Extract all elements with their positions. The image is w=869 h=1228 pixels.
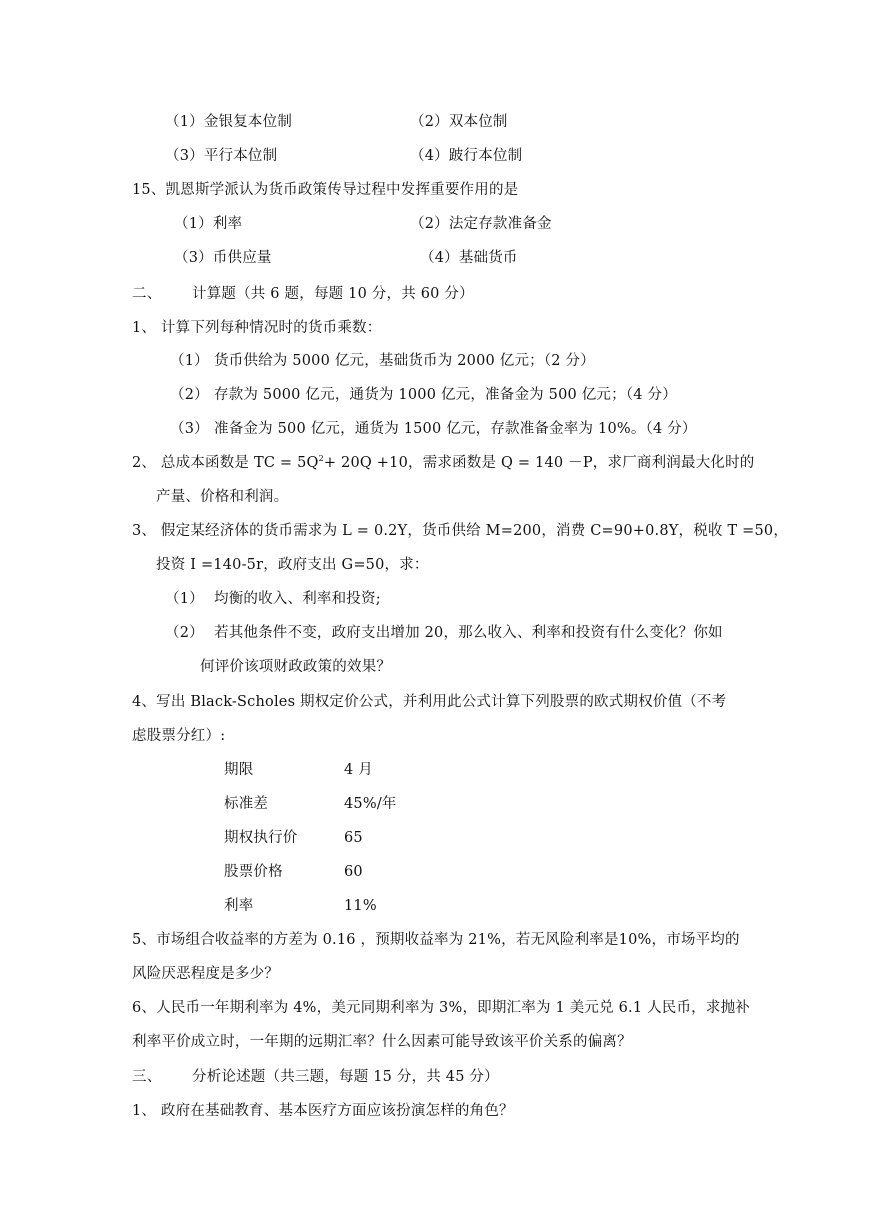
calc-q2-part1: 2、 总成本函数是 TC = 5Q	[132, 455, 319, 471]
section2-number: 二、	[132, 286, 162, 302]
param-value: 45%/年	[344, 796, 397, 812]
param-value: 60	[344, 864, 363, 880]
calc-q4-line1: 4、写出 Black-Scholes 期权定价公式，并利用此公式计算下列股票的欧式期权价值（不考	[132, 694, 727, 710]
q14-option-1: （1）金银复本位制	[165, 114, 293, 130]
section3-heading: 分析论述题（共三题，每题 15 分，共 45 分）	[192, 1069, 499, 1085]
param-label: 期权执行价	[224, 830, 298, 846]
param-value: 65	[344, 830, 363, 846]
param-label: 期限	[224, 762, 254, 778]
calc-q4-line2: 虑股票分红）:	[132, 728, 226, 744]
param-label: 利率	[224, 898, 254, 914]
calc-q1-stem: 1、 计算下列每种情况时的货币乘数：	[132, 320, 382, 336]
calc-q1-item1-num: （1）	[170, 353, 209, 369]
q14-option-3: （3）平行本位制	[165, 148, 278, 164]
calc-q2-line2: 产量、价格和利润。	[156, 489, 289, 505]
calc-q3-line2: 投资 I =140-5r，政府支出 G=50，求：	[156, 557, 429, 573]
q15-option-1: （1）利率	[174, 216, 243, 232]
calc-q1-item2-num: （2）	[170, 387, 209, 403]
calc-q2-line1	[132, 453, 755, 473]
calc-q3-item1-text: 均衡的收入、利率和投资;	[214, 591, 381, 607]
calc-q3-item2-num: （2）	[165, 625, 204, 641]
param-label: 标准差	[224, 796, 269, 812]
calc-q2-exponent: 2	[318, 454, 324, 464]
calc-q1-item2-text: 存款为 5000 亿元，通货为 1000 亿元，准备金为 500 亿元；（4 分）	[214, 387, 677, 403]
calc-q2-part2: + 20Q +10，需求函数是 Q = 140 －P，求厂商利润最大化时的	[323, 455, 755, 471]
q15-option-4: （4）基础货币	[420, 250, 518, 266]
calc-q3-line1: 3、 假定某经济体的货币需求为 L = 0.2Y，货币供给 M=200，消费 C=90+0.8Y，税收 T =50，	[132, 523, 789, 539]
calc-q3-item2-continuation: 何评价该项财政政策的效果？	[200, 659, 392, 675]
q14-option-4: （4）跛行本位制	[410, 148, 523, 164]
param-value: 4 月	[344, 762, 373, 778]
q15-option-3: （3）币供应量	[174, 250, 272, 266]
q15-stem: 15、凯恩斯学派认为货币政策传导过程中发挥重要作用的是	[132, 182, 519, 198]
param-label: 股票价格	[224, 864, 283, 880]
calc-q6-line2: 利率平价成立时，一年期的远期汇率？什么因素可能导致该平价关系的偏离？	[132, 1034, 632, 1050]
calc-q5-line2: 风险厌恶程度是多少？	[132, 966, 279, 982]
calc-q5-line1: 5、市场组合收益率的方差为 0.16 ，预期收益率为 21%，若无风险利率是10%，市场平均的	[132, 932, 740, 948]
essay-q1: 1、 政府在基础教育、基本医疗方面应该扮演怎样的角色？	[132, 1103, 514, 1119]
calc-q1-item3-num: （3）	[170, 421, 209, 437]
param-value: 11%	[344, 898, 377, 914]
q15-option-2: （2）法定存款准备金	[410, 216, 552, 232]
section2-heading: 计算题（共 6 题，每题 10 分，共 60 分）	[192, 286, 474, 302]
section3-number: 三、	[132, 1069, 162, 1085]
calc-q1-item1-text: 货币供给为 5000 亿元，基础货币为 2000 亿元；（2 分）	[214, 353, 595, 369]
calc-q3-item1-num: （1）	[165, 591, 204, 607]
q14-option-2: （2）双本位制	[410, 114, 508, 130]
calc-q6-line1: 6、人民币一年期利率为 4%，美元同期利率为 3%，即期汇率为 1 美元兑 6.1 人民币，求抛补	[132, 1000, 750, 1016]
calc-q1-item3-text: 准备金为 500 亿元，通货为 1500 亿元，存款准备金率为 10%。（4 分）	[214, 421, 697, 437]
calc-q3-item2-text: 若其他条件不变，政府支出增加 20，那么收入、利率和投资有什么变化？你如	[214, 625, 723, 641]
